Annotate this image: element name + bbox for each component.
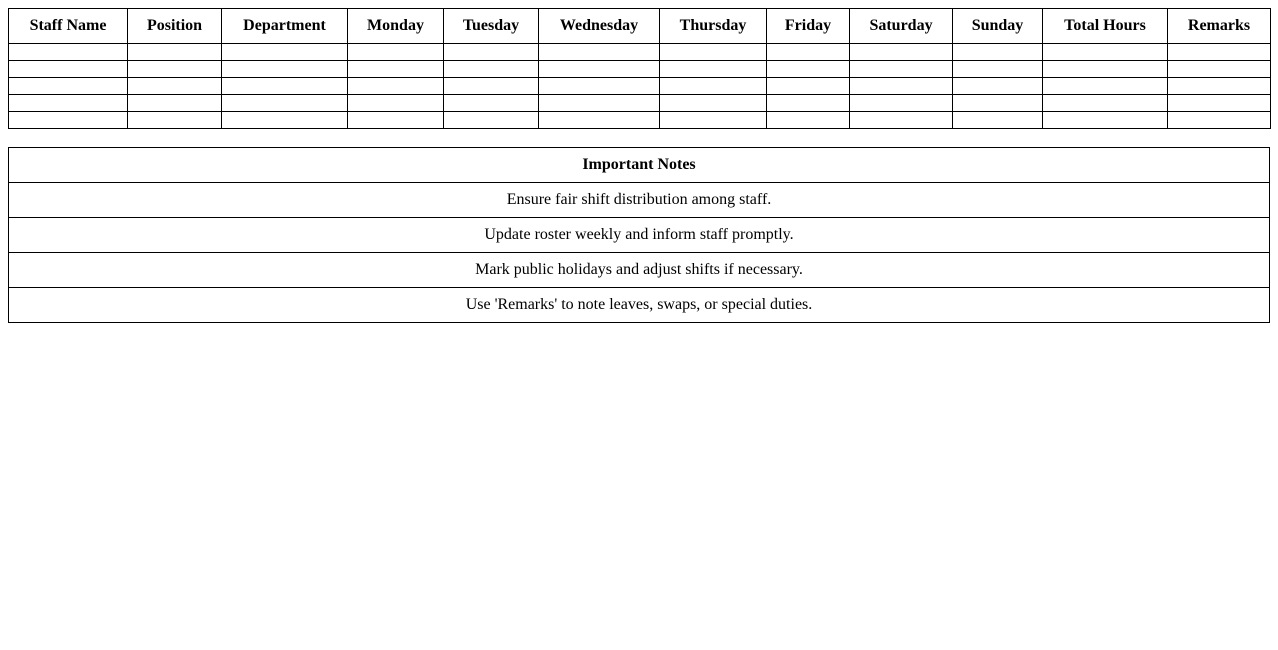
roster-cell[interactable] <box>660 44 767 61</box>
roster-cell[interactable] <box>222 112 348 129</box>
note-text: Update roster weekly and inform staff promptly. <box>9 218 1270 253</box>
roster-row <box>9 95 1271 112</box>
roster-cell[interactable] <box>9 44 128 61</box>
roster-cell[interactable] <box>1168 112 1271 129</box>
roster-cell[interactable] <box>348 78 444 95</box>
note-row <box>9 253 1270 288</box>
header-wednesday: Wednesday <box>539 9 660 44</box>
note-text: Mark public holidays and adjust shifts if necessary. <box>9 253 1270 288</box>
roster-row <box>9 44 1271 61</box>
roster-cell[interactable] <box>953 44 1043 61</box>
note-text: Ensure fair shift distribution among staff. <box>9 183 1270 218</box>
header-staff-name: Staff Name <box>9 9 128 44</box>
roster-cell[interactable] <box>222 44 348 61</box>
roster-cell[interactable] <box>222 95 348 112</box>
roster-cell[interactable] <box>850 78 953 95</box>
roster-cell[interactable] <box>128 61 222 78</box>
header-saturday: Saturday <box>850 9 953 44</box>
header-monday: Monday <box>348 9 444 44</box>
roster-cell[interactable] <box>222 78 348 95</box>
roster-cell[interactable] <box>444 95 539 112</box>
roster-cell[interactable] <box>444 44 539 61</box>
roster-cell[interactable] <box>1168 78 1271 95</box>
roster-cell[interactable] <box>850 95 953 112</box>
roster-header-row <box>9 9 1271 44</box>
roster-cell[interactable] <box>128 78 222 95</box>
roster-cell[interactable] <box>660 112 767 129</box>
header-sunday: Sunday <box>953 9 1043 44</box>
roster-cell[interactable] <box>9 78 128 95</box>
important-notes-table <box>8 147 1270 323</box>
note-row <box>9 288 1270 323</box>
header-position: Position <box>128 9 222 44</box>
notes-title: Important Notes <box>9 148 1270 183</box>
note-row <box>9 183 1270 218</box>
roster-cell[interactable] <box>850 112 953 129</box>
notes-header-row <box>9 148 1270 183</box>
roster-cell[interactable] <box>539 78 660 95</box>
roster-cell[interactable] <box>767 78 850 95</box>
roster-cell[interactable] <box>660 78 767 95</box>
roster-cell[interactable] <box>1043 44 1168 61</box>
staff-roster-table <box>8 8 1271 129</box>
roster-cell[interactable] <box>539 61 660 78</box>
roster-cell[interactable] <box>128 44 222 61</box>
roster-cell[interactable] <box>953 95 1043 112</box>
roster-cell[interactable] <box>1168 44 1271 61</box>
roster-cell[interactable] <box>9 95 128 112</box>
roster-row <box>9 78 1271 95</box>
roster-cell[interactable] <box>444 112 539 129</box>
roster-cell[interactable] <box>348 95 444 112</box>
roster-cell[interactable] <box>1043 61 1168 78</box>
roster-cell[interactable] <box>1043 95 1168 112</box>
header-friday: Friday <box>767 9 850 44</box>
header-department: Department <box>222 9 348 44</box>
roster-cell[interactable] <box>767 61 850 78</box>
roster-cell[interactable] <box>660 61 767 78</box>
roster-row <box>9 61 1271 78</box>
roster-cell[interactable] <box>9 112 128 129</box>
header-tuesday: Tuesday <box>444 9 539 44</box>
roster-cell[interactable] <box>539 112 660 129</box>
roster-cell[interactable] <box>767 112 850 129</box>
roster-cell[interactable] <box>1168 61 1271 78</box>
roster-cell[interactable] <box>539 44 660 61</box>
note-text: Use 'Remarks' to note leaves, swaps, or special duties. <box>9 288 1270 323</box>
roster-cell[interactable] <box>660 95 767 112</box>
roster-cell[interactable] <box>1043 78 1168 95</box>
roster-cell[interactable] <box>348 44 444 61</box>
roster-cell[interactable] <box>850 61 953 78</box>
roster-cell[interactable] <box>9 61 128 78</box>
roster-cell[interactable] <box>953 112 1043 129</box>
roster-cell[interactable] <box>348 61 444 78</box>
roster-cell[interactable] <box>444 78 539 95</box>
roster-cell[interactable] <box>953 61 1043 78</box>
header-total-hours: Total Hours <box>1043 9 1168 44</box>
roster-row <box>9 112 1271 129</box>
header-thursday: Thursday <box>660 9 767 44</box>
roster-cell[interactable] <box>222 61 348 78</box>
roster-cell[interactable] <box>1043 112 1168 129</box>
header-remarks: Remarks <box>1168 9 1271 44</box>
note-row <box>9 218 1270 253</box>
roster-cell[interactable] <box>348 112 444 129</box>
roster-cell[interactable] <box>767 95 850 112</box>
roster-cell[interactable] <box>539 95 660 112</box>
roster-cell[interactable] <box>128 112 222 129</box>
roster-cell[interactable] <box>767 44 850 61</box>
roster-cell[interactable] <box>850 44 953 61</box>
roster-cell[interactable] <box>1168 95 1271 112</box>
roster-cell[interactable] <box>128 95 222 112</box>
roster-cell[interactable] <box>953 78 1043 95</box>
roster-cell[interactable] <box>444 61 539 78</box>
